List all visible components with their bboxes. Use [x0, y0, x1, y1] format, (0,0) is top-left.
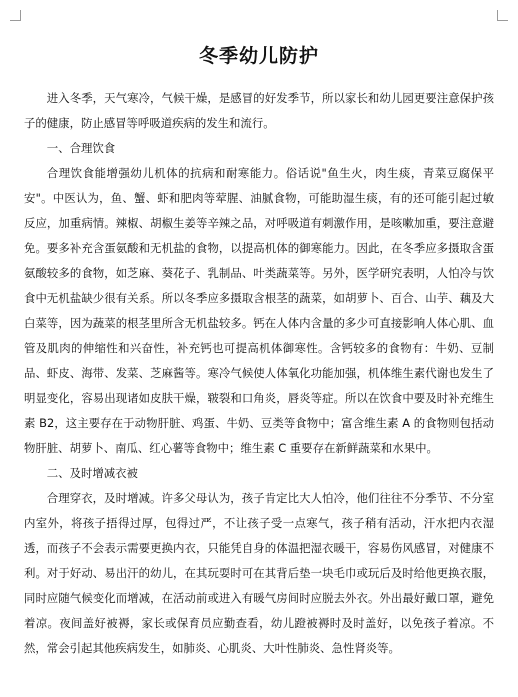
- document-body: [24, 44, 494, 661]
- section-heading-diet: 一、合理饮食: [46, 141, 116, 155]
- page-corner-mark: [10, 10, 21, 21]
- diet-paragraph: 合理饮食能增强幼儿机体的抗病和耐寒能力。俗话说"鱼生火，肉生痰，青菜豆腐保平安"。中医认为，鱼、蟹、虾和肥肉等荤腥、油腻食物，可能助湿生痰，有的还可能引起过敏反应，加重病情。辣椒、胡椒生姜等辛辣之品，对呼吸道有刺激作用，是咳嗽加重，要注意避免。要多补充含蛋氨酸和无机盐的食物，以提高机体的御寒能力。因此，在冬季应多摄取含蛋氨酸较多的食物，如芝麻、葵花子、乳制品、叶类蔬菜等。另外，医学研究表明，人怕冷与饮食中无机盐缺少很有关系。所以冬季应多摄取含根茎的蔬菜，如胡萝卜、百合、山芋、藕及大白菜等，因为蔬菜的根茎里所含无机盐较多。钙在人体内含量的多少可直接影响人体心肌、血管及肌肉的伸缩性和兴奋性，补充钙也可提高机体御寒性。含钙较多的食物有：牛奶、豆制品、虾皮、海带、发菜、芝麻酱等。寒冷气候使人体氧化功能加强，机体维生素代谢也发生了明显变化，容易出现诸如皮肤干燥，皲裂和口角炎，唇炎等症。所以在饮食中要及时补充维生素 B2，这主要存在于动物肝脏、鸡蛋、牛奶、豆类等食物中；富含维生素 A 的食物则包括动物肝脏、胡萝卜、南瓜、红心薯等食物中；维生素 C 重要存在新鲜蔬菜和水果中。: [24, 166, 494, 455]
- clothing-paragraph: 合理穿衣，及时增减。许多父母认为，孩子肯定比大人怕冷，他们往往不分季节、不分室内室外，将孩子捂得过厚，包得过严，不让孩子受一点寒气，孩子稍有活动，汗水把内衣湿透，而孩子不会表示需要更换内衣，只能凭自身的体温把湿衣暖干，容易伤风感冒，对健康不利。对于好动、易出汗的幼儿，在其玩耍时可在其背后垫一块毛巾或玩后及时给他更换衣服，同时应随气候变化而增减，在活动前或进入有暖气房间时应脱去外衣。外出最好戴口罩，避免着凉。夜间盖好被褥，家长或保育员应勤查看，幼儿蹬被褥时及时盖好，以免孩子着凉。不然，常会引起其他疾病发生，如肺炎、心肌炎、大叶性肺炎、急性肾炎等。: [24, 491, 494, 655]
- intro-paragraph: 进入冬季，天气寒冷，气候干燥，是感冒的好发季节，所以家长和幼儿园更要注意保护孩子的健康，防止感冒等呼吸道疾病的发生和流行。: [24, 91, 494, 130]
- page-corner-mark: [497, 10, 508, 21]
- section-heading-clothing: 二、及时增减衣被: [46, 466, 138, 480]
- page-title: 冬季幼儿防护: [198, 45, 319, 67]
